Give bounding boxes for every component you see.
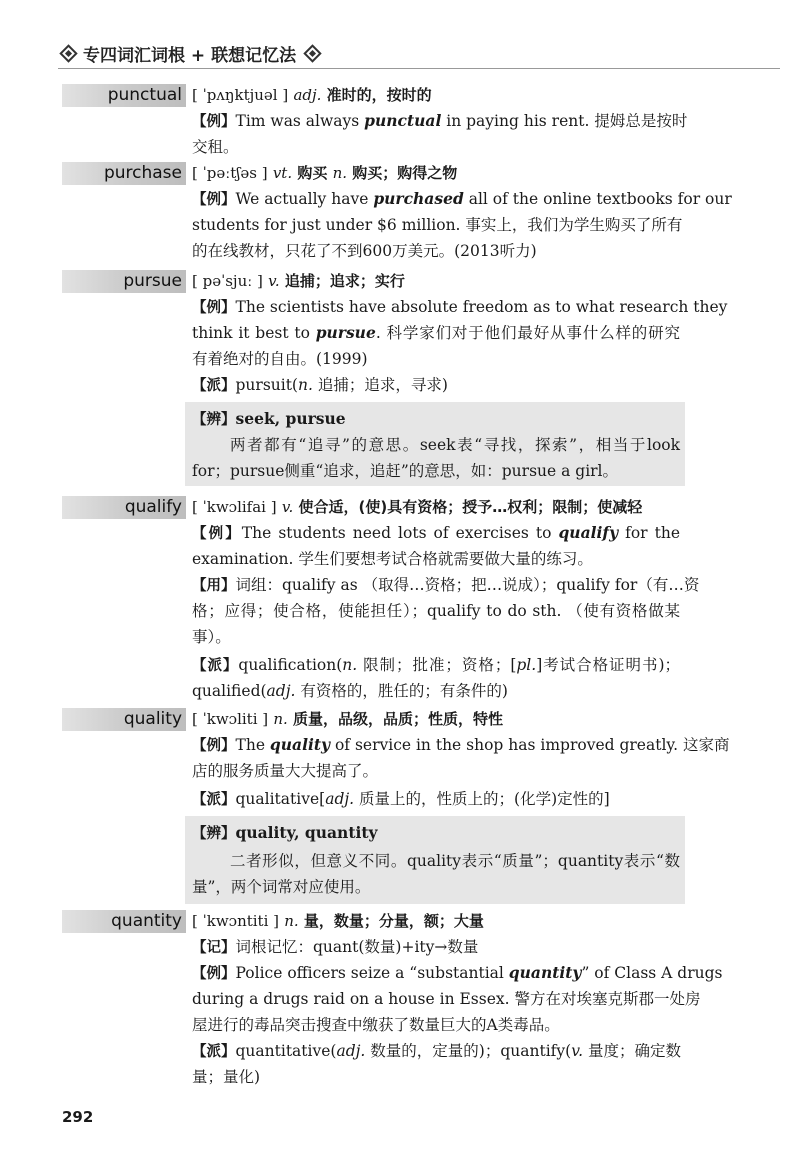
headword: purchase	[62, 162, 186, 185]
headword: pursue	[62, 270, 186, 293]
derivative-line: 【派】qualitative[adj. 质量上的，性质上的；(化学)定性的]	[192, 790, 610, 808]
part-of-speech: v.	[281, 498, 294, 516]
pronunciation: [ ˈkwɔntiti ]	[192, 912, 280, 930]
phonetic-definition	[192, 162, 457, 185]
derivative-line: 【派】pursuit(n. 追捕；追求，寻求)	[192, 376, 448, 394]
memory-line: 【记】词根记忆：quant(数量)+ity→数量	[192, 938, 479, 956]
definition: 量，数量；分量，额；大量	[303, 912, 484, 930]
pronunciation: [ ˈpʌŋktjuəl ]	[192, 86, 289, 104]
example-line: 【例】Tim was always punctual in paying his rent. 提姆总是按时	[192, 111, 688, 130]
running-header	[58, 40, 778, 66]
page-number: 292	[62, 1108, 94, 1126]
example-line: 有着绝对的自由。(1999)	[192, 350, 368, 368]
distinction-title: 【辨】seek, pursue	[192, 409, 346, 428]
example-line: 【例】We actually have purchased all of the online textbooks for our	[192, 189, 732, 208]
example-line: 【例】The quality of service in the shop has improved greatly. 这家商	[192, 735, 730, 754]
diamond-bullet-icon	[59, 44, 77, 62]
example-line: during a drugs raid on a house in Essex. 警方在对埃塞克斯郡一处房	[192, 990, 701, 1008]
derivative-line: 【派】quantitative(adj. 数量的，定量的)；quantify(v. 量度；确定数	[192, 1042, 681, 1060]
example-line: 【例】The scientists have absolute freedom as to what research they	[192, 298, 728, 316]
part-of-speech: vt.	[272, 164, 293, 182]
definition: 准时的，按时的	[326, 86, 432, 104]
phonetic-definition	[192, 84, 432, 107]
definition: 质量，品级，品质；性质，特性	[293, 710, 504, 728]
derivative-line: 量；量化)	[192, 1068, 261, 1086]
definition: 购买；购得之物	[352, 164, 458, 182]
example-line: 的在线教材，只花了不到600万美元。(2013听力)	[192, 242, 537, 260]
distinction-line: 两者都有“追寻”的意思。seek表“寻找，探索”，相当于look	[230, 436, 680, 454]
part-of-speech: n.	[284, 912, 299, 930]
headword: qualify	[62, 496, 186, 519]
example-line: 【例】Police officers seize a “substantial quantity” of Class A drugs	[192, 963, 723, 982]
example-line: 【例】The students need lots of exercises to qualify for the	[192, 523, 680, 542]
part-of-speech: n.	[273, 710, 288, 728]
definition: 追捕；追求；实行	[284, 272, 405, 290]
pronunciation: [ ˈkwɔliti ]	[192, 710, 269, 728]
header-title: 专四词汇词根 + 联想记忆法	[83, 45, 297, 66]
derivative-line: qualified(adj. 有资格的，胜任的；有条件的)	[192, 682, 508, 700]
usage-line: 事）。	[192, 628, 231, 646]
example-line: think it best to pursue. 科学家们对于他们最好从事什么样的研究	[192, 323, 680, 342]
part-of-speech: n.	[332, 164, 348, 182]
distinction-title: 【辨】quality, quantity	[192, 823, 378, 842]
header-rule	[58, 68, 780, 69]
headword: punctual	[62, 84, 186, 107]
pronunciation: [ ˈpəːtʃəs ]	[192, 164, 268, 182]
definition: 使合适，(使)具有资格；授予…权利；限制；使减轻	[298, 498, 643, 516]
distinction-line: 量”，两个词常对应使用。	[192, 878, 371, 896]
usage-line: 格；应得；使合格，使能担任）；qualify to do sth. （使有资格做某	[192, 602, 680, 620]
part-of-speech: adj.	[293, 86, 322, 104]
pronunciation: [ ˈkwɔlifai ]	[192, 498, 277, 516]
phonetic-definition	[192, 270, 405, 293]
example-line: examination. 学生们要想考试合格就需要做大量的练习。	[192, 550, 593, 568]
part-of-speech: v.	[268, 272, 280, 290]
phonetic-definition	[192, 496, 642, 519]
diamond-bullet-icon	[303, 44, 321, 62]
distinction-line: 二者形似，但意义不同。quality表示“质量”；quantity表示“数	[230, 852, 680, 870]
headword: quantity	[62, 910, 186, 933]
definition: 购买	[297, 164, 328, 182]
phonetic-definition	[192, 708, 503, 731]
usage-line: 【用】词组：qualify as （取得…资格；把…说成）；qualify for（有…资	[192, 576, 700, 594]
headword: quality	[62, 708, 186, 731]
example-line: 交租。	[192, 138, 239, 156]
example-line: 屋进行的毒品突击搜查中缴获了数量巨大的A类毒品。	[192, 1016, 560, 1034]
phonetic-definition	[192, 910, 484, 933]
pronunciation: [ pəˈsjuː ]	[192, 272, 263, 290]
example-line: 店的服务质量大大提高了。	[192, 762, 379, 780]
example-line: students for just under $6 million. 事实上，我们为学生购买了所有	[192, 216, 683, 234]
distinction-line: for；pursue侧重“追求，追赶”的意思，如：pursue a girl。	[192, 462, 619, 480]
derivative-line: 【派】qualification(n. 限制；批准；资格；[pl.]考试合格证明书)；	[192, 656, 681, 674]
